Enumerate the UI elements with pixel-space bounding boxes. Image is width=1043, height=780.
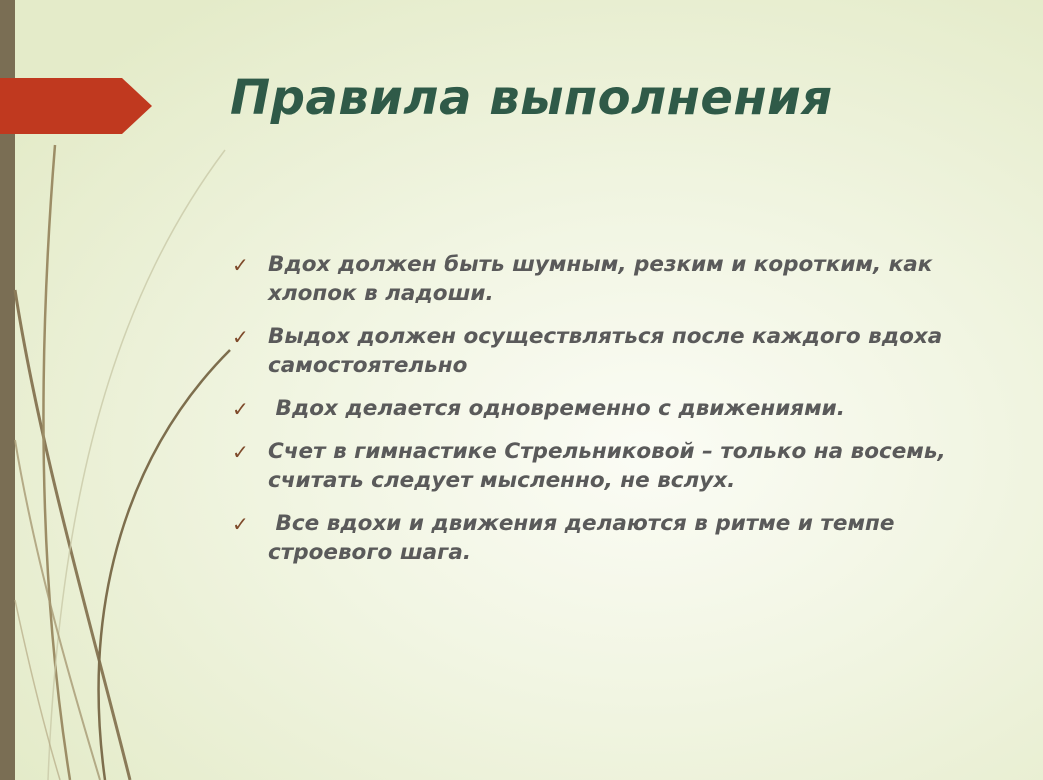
checkmark-icon: ✓: [232, 397, 249, 421]
bullet-list: [232, 250, 992, 581]
bullet-item: [232, 250, 992, 308]
bullet-item: [232, 322, 992, 380]
bullet-item: [232, 509, 992, 567]
bullet-text: Вдох делается одновременно с движениями.: [268, 396, 845, 421]
title-arrow-icon: [0, 0, 160, 200]
bullet-item: [232, 437, 992, 495]
bullet-text: Выдох должен осуществляться после каждого вдоха самостоятельно: [268, 324, 943, 378]
slide-title: Правила выполнения: [230, 70, 833, 126]
checkmark-icon: ✓: [232, 325, 249, 349]
bullet-text: Счет в гимнастике Стрельниковой – только на восемь, считать следует мысленно, не вслух.: [268, 439, 946, 493]
bullet-text: Вдох должен быть шумным, резким и коротким, как хлопок в ладоши.: [268, 252, 933, 306]
bullet-text: Все вдохи и движения делаются в ритме и темпе строевого шага.: [268, 511, 902, 565]
checkmark-icon: ✓: [232, 253, 249, 277]
checkmark-icon: ✓: [232, 440, 249, 464]
checkmark-icon: ✓: [232, 512, 249, 536]
bullet-item: [232, 394, 992, 423]
